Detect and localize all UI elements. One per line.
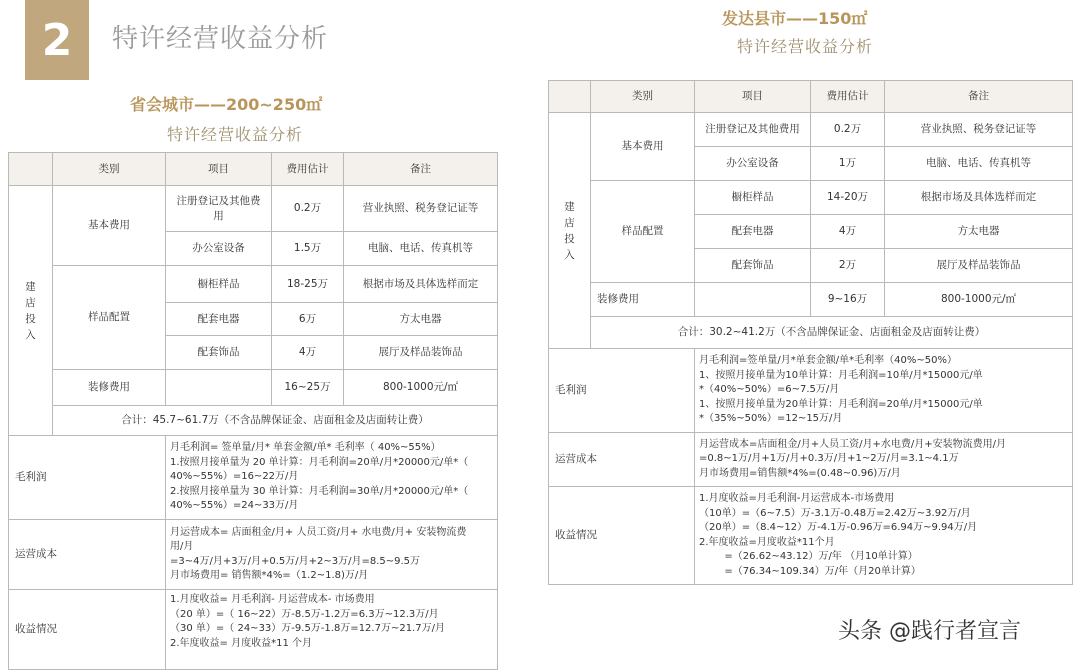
left-block-label: 收益情况 — [9, 590, 166, 670]
right-block-label: 运营成本 — [549, 433, 695, 487]
left-note: 营业执照、税务登记证等 — [344, 186, 498, 232]
right-item: 办公室设备 — [695, 147, 811, 181]
right-note: 方太电器 — [885, 215, 1073, 249]
left-header-cost: 费用估计 — [272, 153, 344, 186]
right-decor-label: 装修费用 — [591, 283, 695, 317]
right-cost: 14-20万 — [811, 181, 885, 215]
left-total: 合计：45.7~61.7万（不含品牌保证金、店面租金及店面转让费） — [53, 406, 498, 436]
right-subtitle: 特许经营收益分析 — [737, 37, 874, 56]
left-note: 根据市场及具体选样而定 — [344, 266, 498, 303]
left-subtitle: 特许经营收益分析 — [167, 125, 304, 144]
right-block-label: 毛利润 — [549, 349, 695, 433]
left-decor-item — [166, 370, 272, 406]
right-block-text: 1.月度收益=月毛利润-月运营成本-市场费用 （10单）=（6~7.5）万-3.1万-0.48万=2.42万~3.92万/月 （20单）=（8.4~12）万-4.1万-0.96万=6.94万~9.94万/月 2.年度收益=月度收益*11个月 =（26.62~43.12）万/年 （月10单计算） =（76.34~109.34）万/年（月20单计算） — [695, 487, 1073, 585]
right-header-note: 备注 — [885, 81, 1073, 113]
left-block-text: 月运营成本= 店面租金/月+ 人员工资/月+ 水电费/月+ 安装物流费 用/月 =3~4万/月+3万/月+0.5万/月+2~3万/月=8.5~9.5万 月市场费用= 销售额*4%=（1.2~1.8)万/月 — [166, 520, 498, 590]
section-title: 特许经营收益分析 — [112, 24, 329, 54]
right-item: 配套电器 — [695, 215, 811, 249]
left-note: 展厅及样品装饰品 — [344, 336, 498, 370]
left-item: 橱柜样品 — [166, 266, 272, 303]
right-item: 配套饰品 — [695, 249, 811, 283]
right-decor-item — [695, 283, 811, 317]
left-cost: 18-25万 — [272, 266, 344, 303]
left-build-label: 建 店 投 入 — [9, 186, 53, 436]
left-basic-label: 基本费用 — [53, 186, 166, 266]
left-header-corner — [9, 153, 53, 186]
right-header-corner — [549, 81, 591, 113]
right-sample-label: 样品配置 — [591, 181, 695, 283]
left-block-label: 运营成本 — [9, 520, 166, 590]
left-header-item: 项目 — [166, 153, 272, 186]
right-note: 营业执照、税务登记证等 — [885, 113, 1073, 147]
right-header-item: 项目 — [695, 81, 811, 113]
right-block-label: 收益情况 — [549, 487, 695, 585]
left-note: 方太电器 — [344, 303, 498, 336]
left-sample-label: 样品配置 — [53, 266, 166, 370]
left-cost: 4万 — [272, 336, 344, 370]
right-build-label: 建 店 投 入 — [549, 113, 591, 349]
right-note: 根据市场及具体选样而定 — [885, 181, 1073, 215]
right-decor-note: 800-1000元/㎡ — [885, 283, 1073, 317]
left-decor-label: 装修费用 — [53, 370, 166, 406]
left-item: 注册登记及其他费 用 — [166, 186, 272, 232]
right-cost: 4万 — [811, 215, 885, 249]
watermark-text: 头条 @践行者宣言 — [838, 619, 1021, 644]
left-cost: 6万 — [272, 303, 344, 336]
right-basic-label: 基本费用 — [591, 113, 695, 181]
right-cost: 0.2万 — [811, 113, 885, 147]
right-table — [548, 80, 1073, 585]
left-cost: 1.5万 — [272, 232, 344, 266]
left-block-label: 毛利润 — [9, 436, 166, 520]
right-city-title: 发达县市——150㎡ — [722, 9, 868, 28]
right-block-text: 月运营成本=店面租金/月+人员工资/月+水电费/月+安装物流费用/月 =0.8~1万/月+1万/月+0.3万/月+1~2万/月=3.1~4.1万 月市场费用=销售额*4%=(0.48~0.96)万/月 — [695, 433, 1073, 487]
left-header-note: 备注 — [344, 153, 498, 186]
section-number-badge: 2 — [25, 0, 89, 80]
left-block-text: 1.月度收益= 月毛利润- 月运营成本- 市场费用 （20 单）=（ 16~22）万-8.5万-1.2万=6.3万~12.3万/月 （30 单）=（ 24~33）万-9.5万-1.8万=12.7万~21.7万/月 2.年度收益= 月度收益*11 个月 — [166, 590, 498, 670]
right-cost: 2万 — [811, 249, 885, 283]
right-note: 展厅及样品装饰品 — [885, 249, 1073, 283]
left-header-category: 类别 — [53, 153, 166, 186]
left-cost: 0.2万 — [272, 186, 344, 232]
left-table — [8, 152, 498, 670]
left-note: 电脑、电话、传真机等 — [344, 232, 498, 266]
right-item: 橱柜样品 — [695, 181, 811, 215]
left-item: 配套饰品 — [166, 336, 272, 370]
right-item: 注册登记及其他费用 — [695, 113, 811, 147]
right-header-cost: 费用估计 — [811, 81, 885, 113]
right-total: 合计：30.2~41.2万（不含品牌保证金、店面租金及店面转让费） — [591, 317, 1073, 349]
left-item: 办公室设备 — [166, 232, 272, 266]
left-item: 配套电器 — [166, 303, 272, 336]
left-decor-note: 800-1000元/㎡ — [344, 370, 498, 406]
right-cost: 1万 — [811, 147, 885, 181]
right-decor-cost: 9~16万 — [811, 283, 885, 317]
right-note: 电脑、电话、传真机等 — [885, 147, 1073, 181]
left-decor-cost: 16~25万 — [272, 370, 344, 406]
right-block-text: 月毛利润=签单量/月*单套金额/单*毛利率（40%~50%） 1、按照月接单量为10单计算：月毛利润=10单/月*15000元/单 *（40%~50%）=6~7.5万/月 1、按照月接单量为20单计算：月毛利润=20单/月*15000元/单 *（35%~50%）=12~15万/月 — [695, 349, 1073, 433]
left-city-title: 省会城市——200~250㎡ — [130, 95, 323, 114]
right-header-category: 类别 — [591, 81, 695, 113]
left-block-text: 月毛利润= 签单量/月* 单套金额/单* 毛利率（ 40%~55%） 1.按照月接单量为 20 单计算：月毛利润=20单/月*20000元/单*（ 40%~55%）=16~22万/月 2.按照月接单量为 30 单计算：月毛利润=30单/月*20000元/单*（ 40%~55%）=24~33万/月 — [166, 436, 498, 520]
